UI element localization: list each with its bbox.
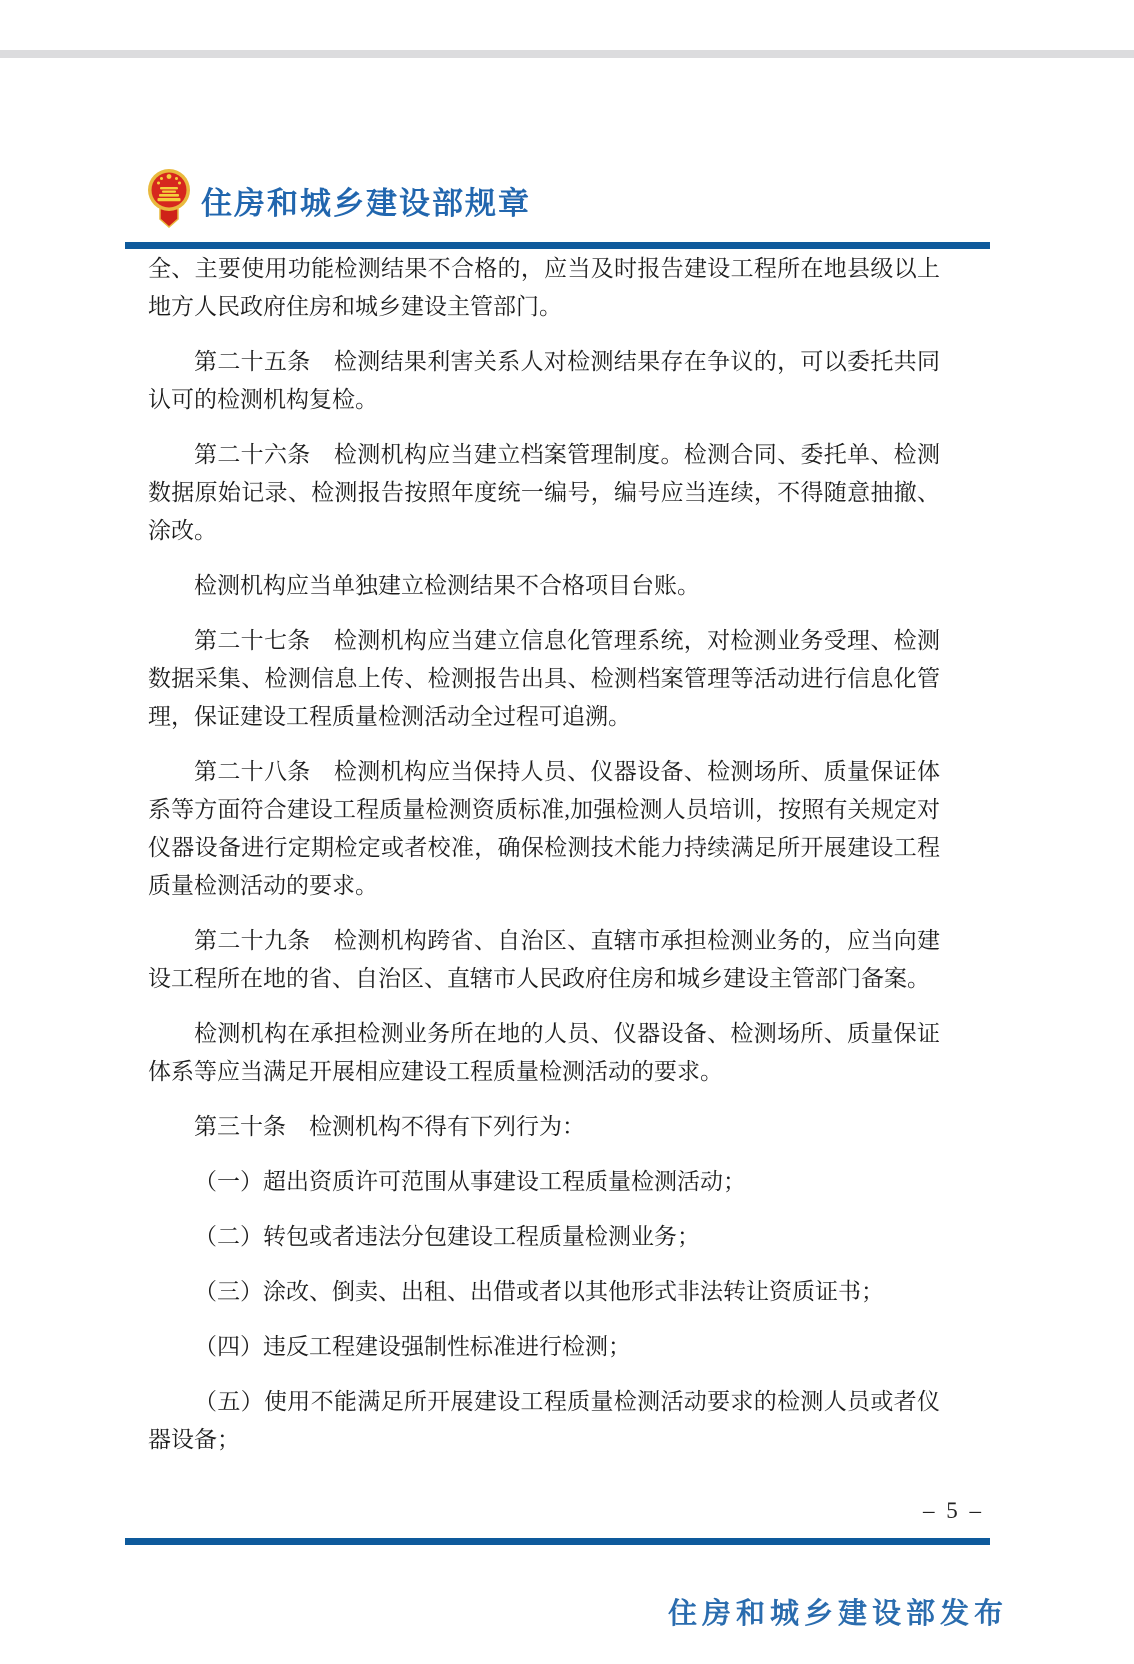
paragraph: （五）使用不能满足所开展建设工程质量检测活动要求的检测人员或者仪器设备； [148, 1389, 940, 1452]
paragraph: 第二十六条 检测机构应当建立档案管理制度。检测合同、委托单、检测数据原始记录、检测报告按照年度统一编号，编号应当连续，不得随意抽撤、涂改。 [148, 442, 940, 543]
footer-rule [125, 1538, 990, 1545]
header-rule [125, 242, 990, 249]
document-body [148, 250, 940, 1476]
paragraph: 第三十条 检测机构不得有下列行为： [194, 1114, 585, 1139]
paragraph: 第二十七条 检测机构应当建立信息化管理系统，对检测业务受理、检测数据采集、检测信息上传、检测报告出具、检测档案管理等活动进行信息化管理，保证建设工程质量检测活动全过程可追溯。 [148, 628, 940, 729]
paragraph: 检测机构应当单独建立检测结果不合格项目台账。 [194, 573, 700, 598]
publisher-line: 住房和城乡建设部发布 [667, 1598, 1008, 1630]
paragraph: （二）转包或者违法分包建设工程质量检测业务； [194, 1224, 700, 1249]
page-gap-divider [0, 50, 1134, 58]
paragraph: 第二十九条 检测机构跨省、自治区、直辖市承担检测业务的，应当向建设工程所在地的省、自治区、直辖市人民政府住房和城乡建设主管部门备案。 [148, 928, 940, 991]
paragraph: （一）超出资质许可范围从事建设工程质量检测活动； [194, 1169, 746, 1194]
page-number: – 5 – [923, 1498, 984, 1523]
paragraph: （三）涂改、倒卖、出租、出借或者以其他形式非法转让资质证书； [194, 1279, 884, 1304]
paragraph: 检测机构在承担检测业务所在地的人员、仪器设备、检测场所、质量保证体系等应当满足开展相应建设工程质量检测活动的要求。 [148, 1021, 940, 1084]
paragraph: （四）违反工程建设强制性标准进行检测； [194, 1334, 631, 1359]
paragraph: 全、主要使用功能检测结果不合格的，应当及时报告建设工程所在地县级以上地方人民政府住房和城乡建设主管部门。 [148, 256, 940, 319]
national-emblem-icon [147, 167, 191, 229]
paragraph: 第二十八条 检测机构应当保持人员、仪器设备、检测场所、质量保证体系等方面符合建设工程质量检测资质标准,加强检测人员培训，按照有关规定对仪器设备进行定期检定或者校准，确保检测技术能力持续满足所开展建设工程质量检测活动的要求。 [148, 759, 940, 898]
paragraph: 第二十五条 检测结果利害关系人对检测结果存在争议的，可以委托共同认可的检测机构复检。 [148, 349, 940, 412]
page-title: 住房和城乡建设部规章 [201, 186, 531, 221]
